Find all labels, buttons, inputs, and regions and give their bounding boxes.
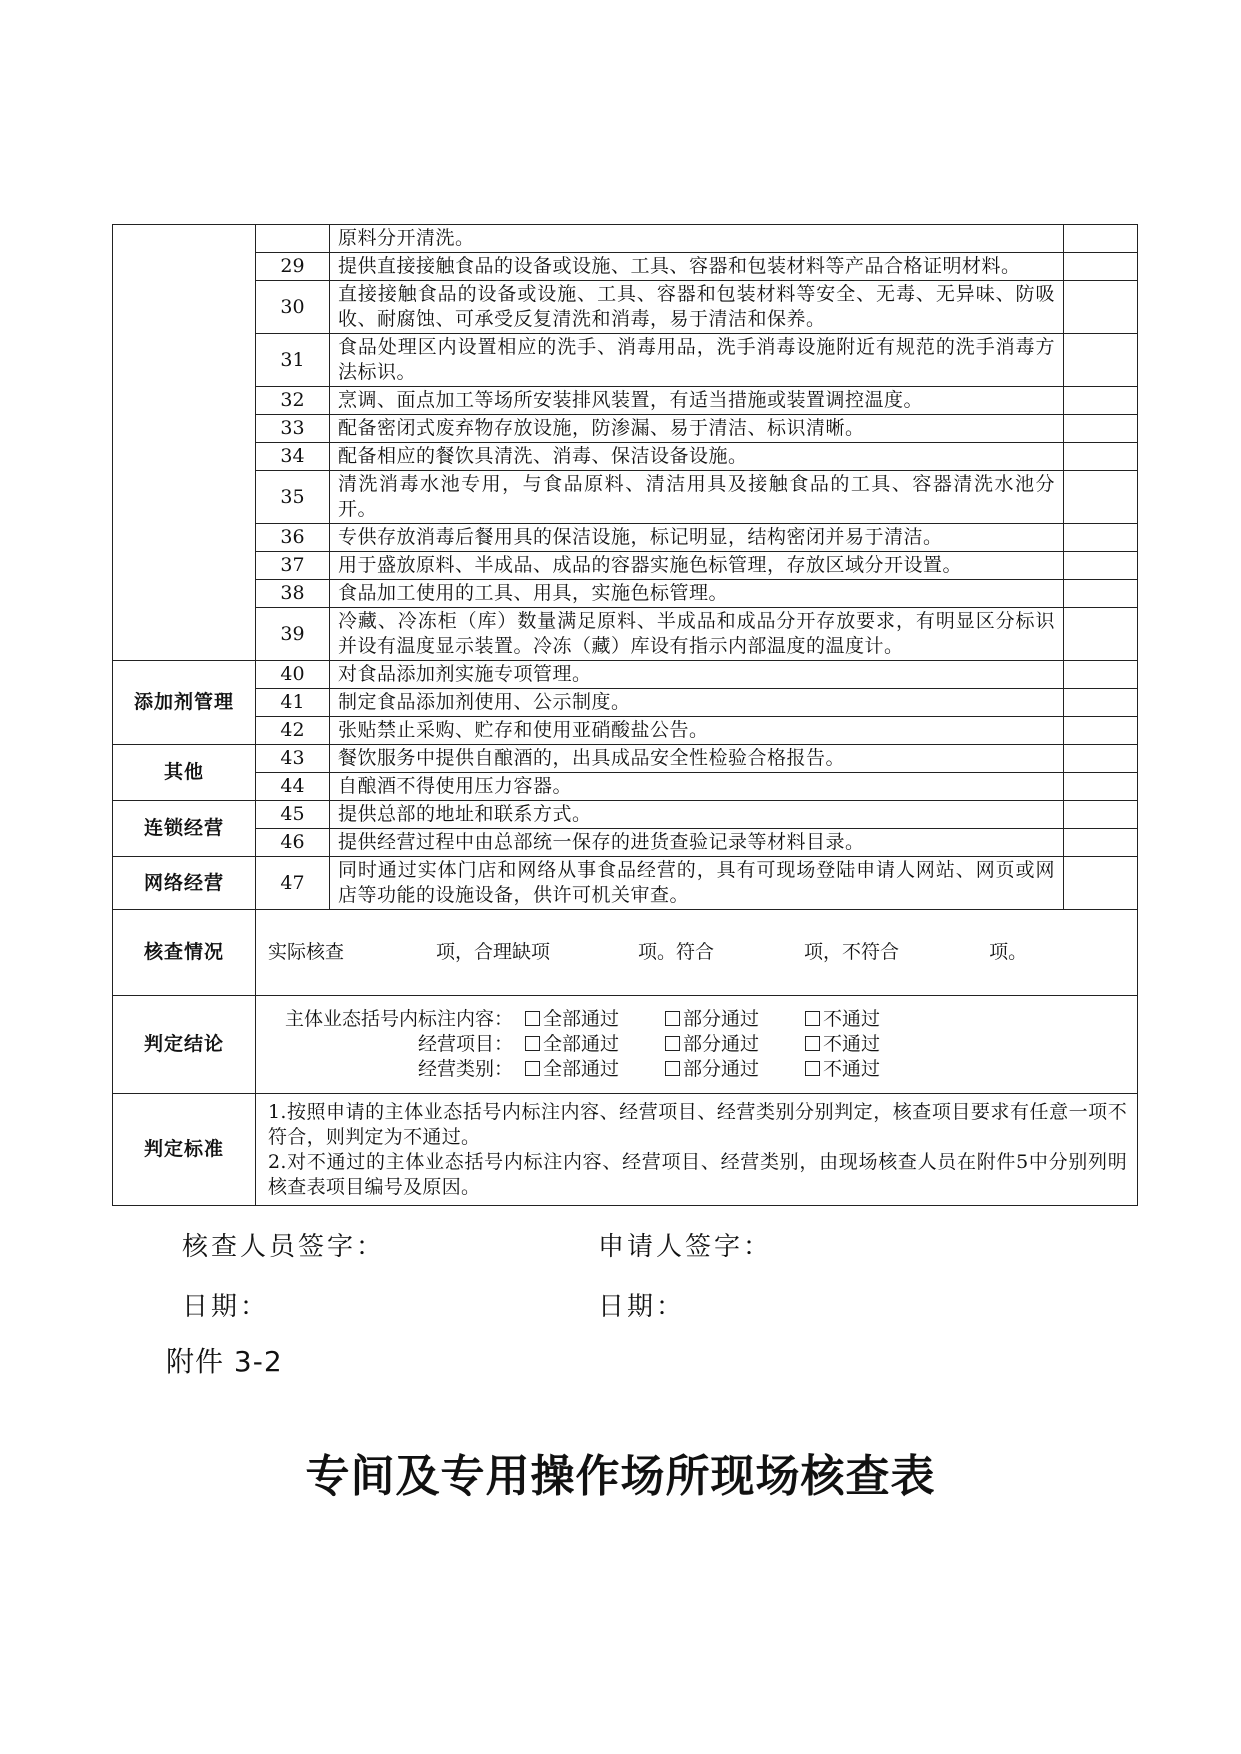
item-number: 37 <box>256 552 330 580</box>
item-text: 自酿酒不得使用压力容器。 <box>330 773 1064 801</box>
item-text: 制定食品添加剂使用、公示制度。 <box>330 689 1064 717</box>
table-row <box>113 281 1138 334</box>
inspector-date-label: 日期： <box>182 1292 270 1322</box>
table-row <box>113 829 1138 857</box>
table-row <box>113 857 1138 910</box>
result-cell[interactable] <box>1064 225 1138 253</box>
item-text: 专供存放消毒后餐用具的保洁设施，标记明显，结构密闭并易于清洁。 <box>330 524 1064 552</box>
checkbox-icon[interactable] <box>525 1036 540 1051</box>
item-number: 47 <box>256 857 330 910</box>
item-number: 44 <box>256 773 330 801</box>
item-text: 对食品添加剂实施专项管理。 <box>330 661 1064 689</box>
inspection-table <box>112 224 1138 1206</box>
table-row <box>113 608 1138 661</box>
checkbox-icon[interactable] <box>665 1011 680 1026</box>
result-cell[interactable] <box>1064 443 1138 471</box>
category-online: 网络经营 <box>113 857 256 910</box>
item-number: 45 <box>256 801 330 829</box>
summary-text-3: 项。符合 <box>638 941 715 963</box>
result-cell[interactable] <box>1064 745 1138 773</box>
table-row <box>113 773 1138 801</box>
table-row <box>113 387 1138 415</box>
summary-text-4: 项，不符合 <box>804 941 900 963</box>
item-text: 餐饮服务中提供自酿酒的，出具成品安全性检验合格报告。 <box>330 745 1064 773</box>
item-number: 40 <box>256 661 330 689</box>
item-text: 提供经营过程中由总部统一保存的进货查验记录等材料目录。 <box>330 829 1064 857</box>
option-fail[interactable]: 不通过 <box>805 1007 933 1032</box>
item-number: 35 <box>256 471 330 524</box>
table-row <box>113 334 1138 387</box>
option-fail[interactable]: 不通过 <box>805 1032 933 1057</box>
item-text: 提供总部的地址和联系方式。 <box>330 801 1064 829</box>
result-cell[interactable] <box>1064 773 1138 801</box>
applicant-date-label: 日期： <box>598 1292 686 1322</box>
table-row <box>113 443 1138 471</box>
item-number <box>256 225 330 253</box>
result-cell[interactable] <box>1064 281 1138 334</box>
result-cell[interactable] <box>1064 717 1138 745</box>
table-row <box>113 661 1138 689</box>
item-text: 用于盛放原料、半成品、成品的容器实施色标管理，存放区域分开设置。 <box>330 552 1064 580</box>
checkbox-icon[interactable] <box>805 1061 820 1076</box>
conclusion-line-label: 主体业态括号内标注内容： <box>284 1008 513 1030</box>
result-cell[interactable] <box>1064 334 1138 387</box>
result-cell[interactable] <box>1064 253 1138 281</box>
item-number: 31 <box>256 334 330 387</box>
table-row <box>113 225 1138 253</box>
table-row <box>113 717 1138 745</box>
item-text: 配备密闭式废弃物存放设施，防渗漏、易于清洁、标识清晰。 <box>330 415 1064 443</box>
standard-row <box>113 1094 1138 1206</box>
item-number: 30 <box>256 281 330 334</box>
item-number: 41 <box>256 689 330 717</box>
item-text: 食品处理区内设置相应的洗手、消毒用品，洗手消毒设施附近有规范的洗手消毒方法标识。 <box>330 334 1064 387</box>
summary-text-2: 项，合理缺项 <box>436 941 551 963</box>
item-text: 食品加工使用的工具、用具，实施色标管理。 <box>330 580 1064 608</box>
item-text: 张贴禁止采购、贮存和使用亚硝酸盐公告。 <box>330 717 1064 745</box>
table-row <box>113 801 1138 829</box>
result-cell[interactable] <box>1064 471 1138 524</box>
conclusion-row <box>113 996 1138 1094</box>
table-row <box>113 524 1138 552</box>
conclusion-label: 判定结论 <box>113 996 256 1094</box>
item-number: 38 <box>256 580 330 608</box>
category-chain: 连锁经营 <box>113 801 256 857</box>
conclusion-line-label: 经营类别： <box>417 1058 513 1080</box>
result-cell[interactable] <box>1064 608 1138 661</box>
table-row <box>113 689 1138 717</box>
item-number: 42 <box>256 717 330 745</box>
item-number: 34 <box>256 443 330 471</box>
summary-text-1: 实际核查 <box>268 941 345 963</box>
table-row <box>113 415 1138 443</box>
item-number: 46 <box>256 829 330 857</box>
summary-text-5: 项。 <box>989 941 1028 963</box>
item-text: 配备相应的餐饮具清洗、消毒、保洁设备设施。 <box>330 443 1064 471</box>
table-row <box>113 580 1138 608</box>
result-cell[interactable] <box>1064 661 1138 689</box>
item-text: 烹调、面点加工等场所安装排风装置，有适当措施或装置调控温度。 <box>330 387 1064 415</box>
conclusion-line <box>268 1032 1129 1057</box>
summary-row <box>113 910 1138 996</box>
next-document-title: 专间及专用操作场所现场核查表 <box>305 1451 936 1502</box>
item-text: 原料分开清洗。 <box>330 225 1064 253</box>
item-text: 冷藏、冷冻柜（库）数量满足原料、半成品和成品分开存放要求，有明显区分标识并设有温度显示装置。冷冻（藏）库设有指示内部温度的温度计。 <box>330 608 1064 661</box>
checkbox-icon[interactable] <box>525 1011 540 1026</box>
conclusion-line-label: 经营项目： <box>417 1033 513 1055</box>
checkbox-icon[interactable] <box>805 1011 820 1026</box>
item-number: 39 <box>256 608 330 661</box>
conclusion-line <box>268 1007 1129 1032</box>
table-row <box>113 253 1138 281</box>
standard-paragraph-2: 2.对不通过的主体业态括号内标注内容、经营项目、经营类别，由现场核查人员在附件5中分别列明核查表项目编号及原因。 <box>268 1150 1127 1198</box>
result-cell[interactable] <box>1064 857 1138 910</box>
option-all-pass[interactable]: 全部通过 <box>525 1057 653 1082</box>
standard-label: 判定标准 <box>113 1094 256 1206</box>
result-cell[interactable] <box>1064 580 1138 608</box>
option-all-pass[interactable]: 全部通过 <box>525 1032 653 1057</box>
result-cell[interactable] <box>1064 689 1138 717</box>
item-number: 29 <box>256 253 330 281</box>
item-number: 33 <box>256 415 330 443</box>
option-partial-pass[interactable]: 部分通过 <box>665 1057 793 1082</box>
option-partial-pass[interactable]: 部分通过 <box>665 1007 793 1032</box>
item-number: 36 <box>256 524 330 552</box>
checkbox-icon[interactable] <box>805 1036 820 1051</box>
item-number: 43 <box>256 745 330 773</box>
checkbox-icon[interactable] <box>665 1036 680 1051</box>
table-row <box>113 745 1138 773</box>
result-cell[interactable] <box>1064 552 1138 580</box>
item-text: 提供直接接触食品的设备或设施、工具、容器和包装材料等产品合格证明材料。 <box>330 253 1064 281</box>
category-other: 其他 <box>113 745 256 801</box>
appendix-label: 附件 3-2 <box>166 1345 283 1378</box>
result-cell[interactable] <box>1064 387 1138 415</box>
category-additive: 添加剂管理 <box>113 661 256 745</box>
inspector-signature-label: 核查人员签字： <box>182 1232 386 1262</box>
conclusion-cell <box>256 996 1138 1094</box>
checkbox-icon[interactable] <box>665 1061 680 1076</box>
item-text: 同时通过实体门店和网络从事食品经营的，具有可现场登陆申请人网站、网页或网店等功能的设施设备，供许可机关审查。 <box>330 857 1064 910</box>
item-text: 清洗消毒水池专用，与食品原料、清洁用具及接触食品的工具、容器清洗水池分开。 <box>330 471 1064 524</box>
checkbox-icon[interactable] <box>525 1061 540 1076</box>
option-partial-pass[interactable]: 部分通过 <box>665 1032 793 1057</box>
table-row <box>113 471 1138 524</box>
summary-label: 核查情况 <box>113 910 256 996</box>
result-cell[interactable] <box>1064 524 1138 552</box>
standard-cell <box>256 1094 1138 1206</box>
option-fail[interactable]: 不通过 <box>805 1057 933 1082</box>
item-text: 直接接触食品的设备或设施、工具、容器和包装材料等安全、无毒、无异味、防吸收、耐腐蚀、可承受反复清洗和消毒，易于清洁和保养。 <box>330 281 1064 334</box>
result-cell[interactable] <box>1064 829 1138 857</box>
summary-cell <box>256 910 1138 996</box>
item-number: 32 <box>256 387 330 415</box>
applicant-signature-label: 申请人签字： <box>598 1232 773 1262</box>
standard-paragraph-1: 1.按照申请的主体业态括号内标注内容、经营项目、经营类别分别判定，核查项目要求有任意一项不符合，则判定为不通过。 <box>268 1100 1127 1148</box>
conclusion-line <box>268 1057 1129 1082</box>
result-cell[interactable] <box>1064 801 1138 829</box>
category-cell-continued <box>113 225 256 661</box>
result-cell[interactable] <box>1064 415 1138 443</box>
table-row <box>113 552 1138 580</box>
option-all-pass[interactable]: 全部通过 <box>525 1007 653 1032</box>
